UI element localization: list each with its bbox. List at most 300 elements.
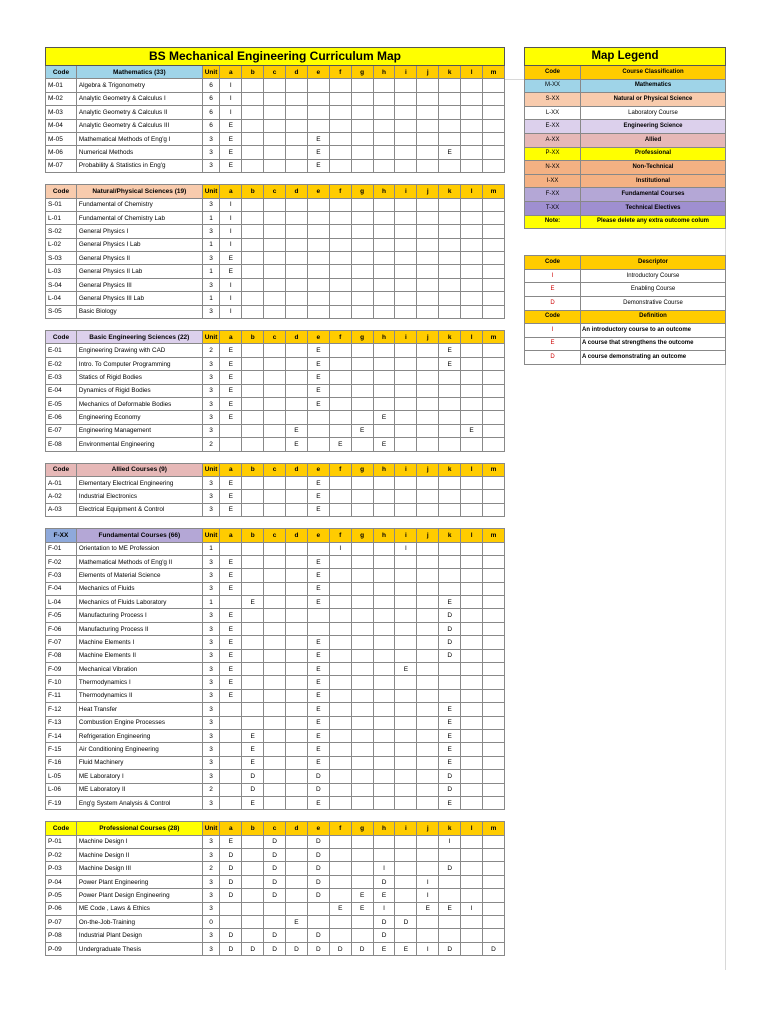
course-code: E-05 (46, 397, 77, 410)
outcome-cell-f (329, 783, 351, 796)
course-row (46, 902, 505, 915)
outcome-cell-g (351, 796, 373, 809)
course-name: Engineering Economy (76, 411, 202, 424)
outcome-cell-k (439, 424, 461, 437)
course-unit: 3 (202, 146, 220, 159)
outcome-cell-b (242, 438, 264, 451)
outcome-cell-g (351, 756, 373, 769)
outcome-cell-c (264, 649, 286, 662)
outcome-cell-d (286, 649, 308, 662)
outcome-header-l: l (461, 331, 483, 344)
outcome-cell-j (417, 278, 439, 291)
classification-row (525, 106, 726, 120)
outcome-cell-l (461, 292, 483, 305)
course-row (46, 198, 505, 211)
page-title: BS Mechanical Engineering Curriculum Map (46, 48, 505, 66)
course-row (46, 305, 505, 318)
outcome-cell-g (351, 238, 373, 251)
outcome-cell-f (329, 555, 351, 568)
outcome-cell-a: E (220, 503, 242, 516)
outcome-cell-c (264, 596, 286, 609)
outcome-cell-k: E (439, 716, 461, 729)
course-row (46, 503, 505, 516)
outcome-cell-i (395, 198, 417, 211)
outcome-cell-c (264, 211, 286, 224)
outcome-cell-j (417, 424, 439, 437)
outcome-cell-l (461, 92, 483, 105)
outcome-cell-b (242, 344, 264, 357)
outcome-cell-i (395, 743, 417, 756)
outcome-cell-d: E (286, 424, 308, 437)
outcome-cell-f (329, 916, 351, 929)
course-unit: 1 (202, 292, 220, 305)
outcome-cell-b (242, 252, 264, 265)
unit-header: Unit (202, 185, 220, 198)
outcome-header-g: g (351, 463, 373, 476)
outcome-cell-c (264, 609, 286, 622)
outcome-header-g: g (351, 529, 373, 542)
outcome-cell-i (395, 490, 417, 503)
course-name: Mechanics of Fluids Laboratory (76, 596, 202, 609)
outcome-cell-h (373, 159, 395, 172)
classification-row (525, 174, 726, 188)
outcome-cell-m (483, 490, 505, 503)
course-name: Engineering Drawing with CAD (76, 344, 202, 357)
outcome-cell-d (286, 889, 308, 902)
course-row (46, 211, 505, 224)
course-name: Analytic Geometry & Calculus II (76, 106, 202, 119)
unit-header: Unit (202, 822, 220, 835)
outcome-cell-h (373, 663, 395, 676)
outcome-cell-g (351, 371, 373, 384)
outcome-cell-e: E (307, 384, 329, 397)
outcome-cell-f (329, 211, 351, 224)
outcome-cell-c (264, 902, 286, 915)
outcome-cell-d (286, 929, 308, 942)
outcome-cell-h (373, 703, 395, 716)
outcome-cell-k (439, 92, 461, 105)
outcome-cell-g (351, 79, 373, 92)
outcome-cell-k (439, 490, 461, 503)
course-row (46, 622, 505, 635)
outcome-cell-l (461, 582, 483, 595)
outcome-header-i: i (395, 331, 417, 344)
outcome-cell-h (373, 542, 395, 555)
outcome-cell-f (329, 265, 351, 278)
legend-header-cell: Code (525, 310, 581, 324)
outcome-header-b: b (242, 822, 264, 835)
course-row (46, 490, 505, 503)
outcome-header-k: k (439, 529, 461, 542)
course-code: E-08 (46, 438, 77, 451)
course-code: E-02 (46, 357, 77, 370)
outcome-cell-l (461, 756, 483, 769)
outcome-cell-k (439, 292, 461, 305)
section-title: Basic Engineering Sciences (22) (76, 331, 202, 344)
outcome-cell-h (373, 582, 395, 595)
course-row (46, 424, 505, 437)
outcome-cell-f (329, 862, 351, 875)
course-unit: 1 (202, 265, 220, 278)
course-row (46, 916, 505, 929)
course-code: A-01 (46, 476, 77, 489)
outcome-cell-h (373, 278, 395, 291)
outcome-header-k: k (439, 185, 461, 198)
course-code: E-01 (46, 344, 77, 357)
descriptor-code: E (525, 283, 581, 297)
outcome-cell-k (439, 555, 461, 568)
outcome-cell-d (286, 783, 308, 796)
descriptor-label: Demonstrative Course (581, 296, 726, 310)
outcome-cell-l (461, 503, 483, 516)
outcome-cell-b (242, 716, 264, 729)
outcome-cell-l (461, 159, 483, 172)
outcome-cell-l (461, 663, 483, 676)
outcome-cell-m (483, 132, 505, 145)
outcome-cell-d (286, 582, 308, 595)
outcome-cell-l (461, 875, 483, 888)
outcome-cell-e: E (307, 743, 329, 756)
classification-row (525, 133, 726, 147)
outcome-cell-g (351, 397, 373, 410)
course-row (46, 438, 505, 451)
outcome-cell-i (395, 357, 417, 370)
outcome-header-a: a (220, 66, 242, 79)
outcome-cell-b (242, 132, 264, 145)
outcome-header-l: l (461, 463, 483, 476)
outcome-cell-l (461, 569, 483, 582)
outcome-cell-e: E (307, 132, 329, 145)
outcome-cell-f (329, 596, 351, 609)
outcome-cell-b (242, 835, 264, 848)
course-code: S-01 (46, 198, 77, 211)
outcome-cell-l (461, 555, 483, 568)
outcome-cell-j (417, 622, 439, 635)
outcome-cell-f (329, 770, 351, 783)
classification-code: L-XX (525, 106, 581, 120)
outcome-cell-c (264, 397, 286, 410)
outcome-cell-j (417, 119, 439, 132)
course-code: E-04 (46, 384, 77, 397)
course-code: L-04 (46, 292, 77, 305)
outcome-cell-k: E (439, 146, 461, 159)
classification-code: F-XX (525, 188, 581, 202)
course-row (46, 835, 505, 848)
outcome-cell-j (417, 835, 439, 848)
outcome-cell-g (351, 743, 373, 756)
outcome-cell-g (351, 278, 373, 291)
outcome-header-d: d (286, 331, 308, 344)
outcome-cell-g (351, 622, 373, 635)
outcome-cell-m (483, 609, 505, 622)
outcome-header-c: c (264, 185, 286, 198)
outcome-cell-a (220, 424, 242, 437)
outcome-cell-f (329, 238, 351, 251)
outcome-cell-b (242, 198, 264, 211)
outcome-cell-d (286, 555, 308, 568)
outcome-cell-d (286, 238, 308, 251)
outcome-header-g: g (351, 822, 373, 835)
outcome-cell-g (351, 225, 373, 238)
outcome-cell-j: E (417, 902, 439, 915)
outcome-header-c: c (264, 331, 286, 344)
outcome-cell-b (242, 889, 264, 902)
outcome-cell-a: I (220, 79, 242, 92)
outcome-cell-g (351, 292, 373, 305)
outcome-cell-h (373, 238, 395, 251)
outcome-cell-e: D (307, 835, 329, 848)
course-unit: 2 (202, 344, 220, 357)
outcome-cell-b: D (242, 770, 264, 783)
course-name: Machine Elements II (76, 649, 202, 662)
outcome-cell-b (242, 384, 264, 397)
outcome-cell-k (439, 371, 461, 384)
outcome-cell-b (242, 622, 264, 635)
outcome-cell-k: D (439, 636, 461, 649)
course-code: P-06 (46, 902, 77, 915)
outcome-cell-i (395, 476, 417, 489)
outcome-cell-c (264, 384, 286, 397)
classification-row (525, 215, 726, 229)
outcome-cell-f: E (329, 902, 351, 915)
outcome-cell-m (483, 703, 505, 716)
course-unit: 3 (202, 689, 220, 702)
outcome-cell-i (395, 397, 417, 410)
outcome-cell-e (307, 238, 329, 251)
outcome-cell-j (417, 265, 439, 278)
course-unit: 1 (202, 596, 220, 609)
section-title: Allied Courses (9) (76, 463, 202, 476)
outcome-cell-h (373, 676, 395, 689)
legend-title: Map Legend (525, 48, 726, 66)
outcome-cell-j: I (417, 875, 439, 888)
course-row (46, 770, 505, 783)
outcome-cell-j (417, 292, 439, 305)
outcome-cell-i (395, 344, 417, 357)
outcome-cell-l: I (461, 902, 483, 915)
outcome-cell-d (286, 146, 308, 159)
outcome-cell-a: I (220, 211, 242, 224)
outcome-cell-l (461, 265, 483, 278)
outcome-cell-g (351, 689, 373, 702)
outcome-cell-h (373, 119, 395, 132)
outcome-cell-a: I (220, 238, 242, 251)
outcome-cell-k (439, 238, 461, 251)
course-name: General Physics I (76, 225, 202, 238)
outcome-cell-m (483, 636, 505, 649)
course-unit: 3 (202, 636, 220, 649)
outcome-cell-m (483, 542, 505, 555)
outcome-cell-f (329, 132, 351, 145)
outcome-cell-l (461, 305, 483, 318)
course-name: Fundamental of Chemistry Lab (76, 211, 202, 224)
course-unit: 3 (202, 716, 220, 729)
outcome-cell-f (329, 397, 351, 410)
map-legend (524, 47, 725, 365)
outcome-cell-m (483, 596, 505, 609)
outcome-cell-i: D (395, 916, 417, 929)
outcome-cell-e (307, 902, 329, 915)
course-code: F-19 (46, 796, 77, 809)
outcome-cell-d (286, 397, 308, 410)
outcome-cell-d (286, 159, 308, 172)
outcome-cell-f (329, 703, 351, 716)
outcome-cell-e: E (307, 159, 329, 172)
outcome-header-g: g (351, 185, 373, 198)
outcome-header-a: a (220, 822, 242, 835)
outcome-cell-h: I (373, 862, 395, 875)
outcome-header-i: i (395, 66, 417, 79)
course-code: S-04 (46, 278, 77, 291)
outcome-cell-i (395, 756, 417, 769)
course-name: Statics of Rigid Bodies (76, 371, 202, 384)
outcome-cell-c (264, 703, 286, 716)
outcome-cell-a (220, 783, 242, 796)
classification-row (525, 188, 726, 202)
outcome-cell-h (373, 357, 395, 370)
outcome-header-b: b (242, 66, 264, 79)
outcome-cell-b (242, 476, 264, 489)
course-code: F-07 (46, 636, 77, 649)
outcome-cell-d (286, 411, 308, 424)
outcome-header-e: e (307, 822, 329, 835)
outcome-cell-i (395, 424, 417, 437)
outcome-cell-b (242, 79, 264, 92)
outcome-cell-a: I (220, 92, 242, 105)
outcome-cell-i (395, 929, 417, 942)
outcome-cell-c (264, 438, 286, 451)
outcome-header-a: a (220, 529, 242, 542)
outcome-cell-d (286, 252, 308, 265)
outcome-cell-e: E (307, 146, 329, 159)
course-code: E-03 (46, 371, 77, 384)
course-unit: 3 (202, 703, 220, 716)
outcome-cell-b (242, 92, 264, 105)
definition-code: E (525, 337, 581, 351)
outcome-cell-c (264, 225, 286, 238)
outcome-header-d: d (286, 529, 308, 542)
outcome-cell-l (461, 676, 483, 689)
outcome-cell-d (286, 211, 308, 224)
section-code-header: Code (46, 822, 77, 835)
outcome-cell-l (461, 371, 483, 384)
outcome-cell-k (439, 211, 461, 224)
classification-code: E-XX (525, 120, 581, 134)
outcome-cell-j (417, 743, 439, 756)
outcome-cell-f (329, 743, 351, 756)
course-unit: 2 (202, 783, 220, 796)
course-name: Mechanics of Deformable Bodies (76, 397, 202, 410)
course-row (46, 79, 505, 92)
outcome-cell-j (417, 555, 439, 568)
course-unit: 1 (202, 238, 220, 251)
outcome-cell-k: E (439, 596, 461, 609)
outcome-cell-d (286, 384, 308, 397)
legend-header-cell: Code (525, 66, 581, 80)
classification-label: Please delete any extra outcome colum (581, 215, 726, 229)
classification-code: I-XX (525, 174, 581, 188)
course-code: S-02 (46, 225, 77, 238)
classification-label: Non-Technical (581, 161, 726, 175)
course-unit: 3 (202, 889, 220, 902)
outcome-cell-k (439, 569, 461, 582)
outcome-cell-m (483, 119, 505, 132)
outcome-cell-j: I (417, 942, 439, 955)
section-code-header: Code (46, 66, 77, 79)
outcome-cell-l (461, 636, 483, 649)
outcome-cell-i (395, 582, 417, 595)
outcome-cell-b (242, 582, 264, 595)
course-name: Eng'g System Analysis & Control (76, 796, 202, 809)
course-code: F-03 (46, 569, 77, 582)
outcome-cell-e (307, 424, 329, 437)
course-unit: 1 (202, 211, 220, 224)
outcome-cell-j (417, 159, 439, 172)
outcome-cell-a: E (220, 676, 242, 689)
outcome-cell-m (483, 622, 505, 635)
outcome-cell-m (483, 79, 505, 92)
outcome-cell-b: E (242, 796, 264, 809)
outcome-cell-j (417, 357, 439, 370)
outcome-cell-g (351, 676, 373, 689)
outcome-cell-k (439, 875, 461, 888)
outcome-cell-g (351, 716, 373, 729)
outcome-cell-a: E (220, 371, 242, 384)
outcome-cell-l (461, 929, 483, 942)
legend-header-cell: Course Classification (581, 66, 726, 80)
outcome-cell-j (417, 783, 439, 796)
unit-header: Unit (202, 66, 220, 79)
outcome-cell-k (439, 278, 461, 291)
outcome-cell-g (351, 490, 373, 503)
course-row (46, 292, 505, 305)
outcome-header-m: m (483, 185, 505, 198)
outcome-cell-i (395, 438, 417, 451)
outcome-cell-f (329, 92, 351, 105)
outcome-cell-k (439, 132, 461, 145)
outcome-cell-e: E (307, 371, 329, 384)
outcome-cell-h (373, 503, 395, 516)
outcome-header-f: f (329, 463, 351, 476)
descriptor-label: Enabling Course (581, 283, 726, 297)
outcome-header-k: k (439, 463, 461, 476)
outcome-cell-c: D (264, 929, 286, 942)
section-gap (46, 173, 505, 185)
outcome-cell-a (220, 716, 242, 729)
course-name: Combustion Engine Processes (76, 716, 202, 729)
course-name: Electrical Equipment & Control (76, 503, 202, 516)
outcome-cell-e: E (307, 397, 329, 410)
outcome-cell-i (395, 79, 417, 92)
course-name: Mathematical Methods of Eng'g I (76, 132, 202, 145)
course-name: Elements of Material Science (76, 569, 202, 582)
outcome-cell-b (242, 703, 264, 716)
outcome-cell-c (264, 783, 286, 796)
outcome-cell-a: E (220, 689, 242, 702)
definition-code: D (525, 351, 581, 365)
outcome-cell-f (329, 835, 351, 848)
outcome-header-m: m (483, 331, 505, 344)
outcome-cell-d (286, 569, 308, 582)
outcome-cell-a: D (220, 849, 242, 862)
outcome-cell-c (264, 238, 286, 251)
outcome-cell-c (264, 569, 286, 582)
legend-gap (525, 229, 726, 243)
course-row (46, 649, 505, 662)
course-row (46, 569, 505, 582)
course-unit: 3 (202, 649, 220, 662)
outcome-cell-k (439, 265, 461, 278)
